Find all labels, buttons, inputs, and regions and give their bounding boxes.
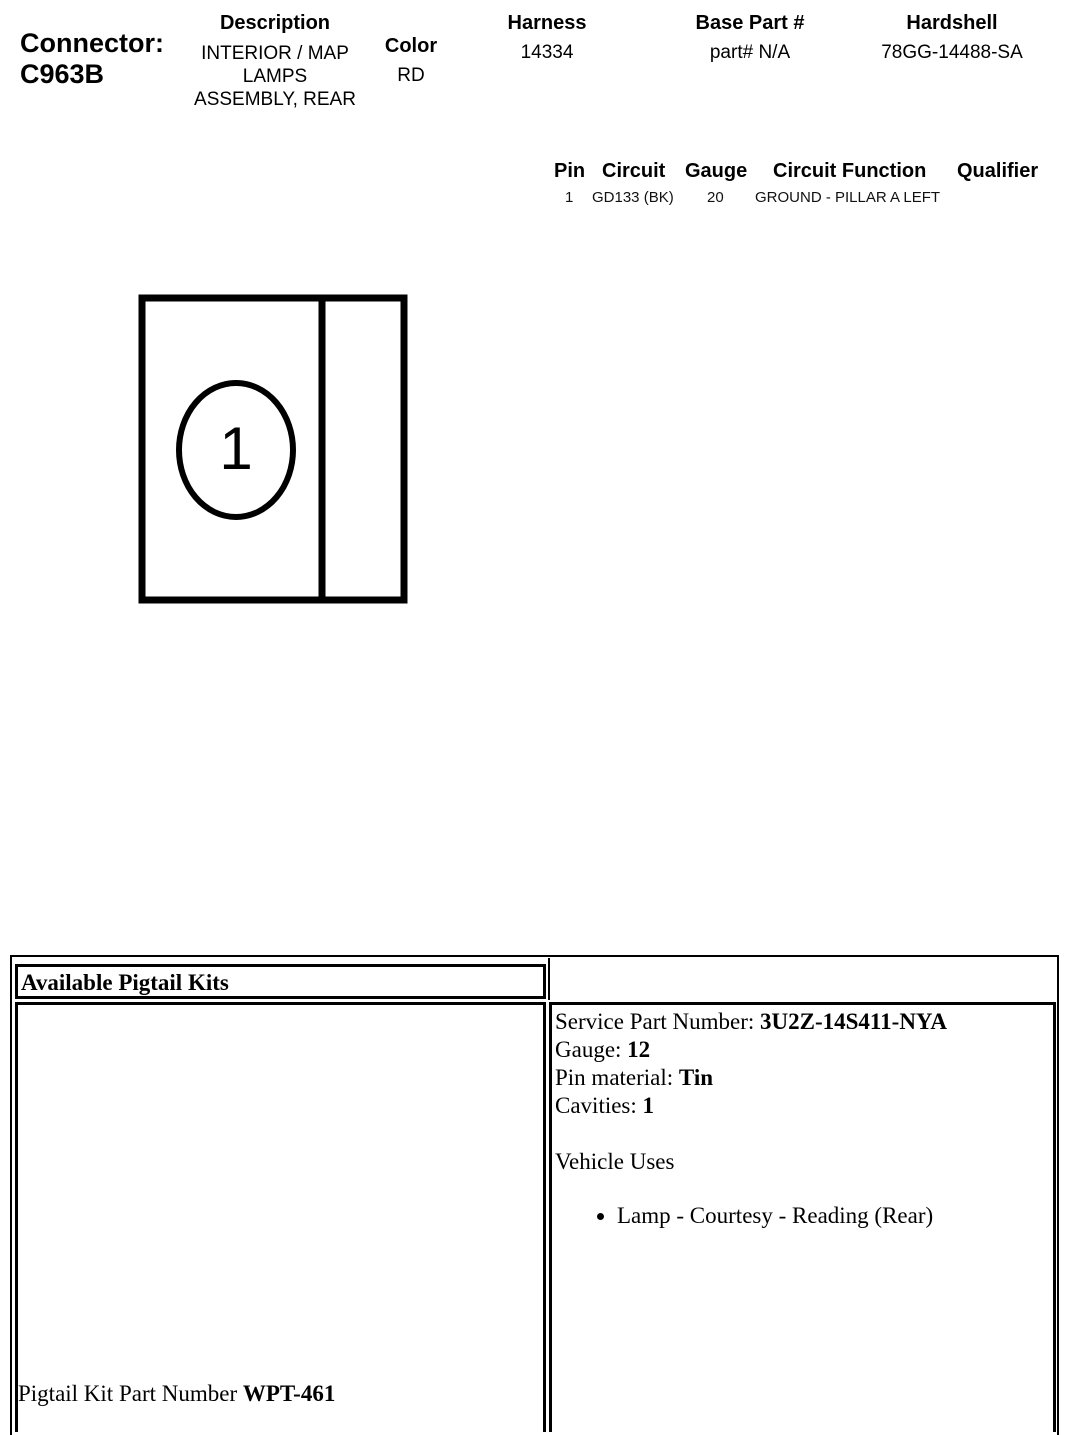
description-line: ASSEMBLY, REAR (194, 89, 356, 110)
pin-material-value: Tin (678, 1065, 714, 1090)
cavities-value: 1 (642, 1093, 655, 1118)
base-part-label: Base Part # (695, 12, 805, 34)
cavities-row (555, 1092, 1053, 1120)
harness-value: 14334 (520, 42, 574, 63)
pigtail-kit-part (18, 1381, 335, 1407)
base-part-value: part# N/A (709, 42, 791, 63)
pin-cell: 1 (565, 189, 574, 206)
color-column (370, 35, 452, 87)
connector-title (20, 28, 164, 90)
pin-material-row (555, 1064, 1053, 1092)
circuit-function-header: Circuit Function (773, 160, 927, 182)
cavities-label: Cavities: (555, 1093, 643, 1118)
list-item: • Lamp - Courtesy - Reading (Rear) (617, 1202, 1053, 1230)
description-line: LAMPS (242, 66, 308, 87)
gauge-value: 12 (627, 1037, 651, 1062)
connector-diagram (130, 288, 420, 613)
service-part-value: 3U2Z-14S411-NYA (760, 1009, 948, 1034)
description-line: INTERIOR / MAP (201, 43, 349, 64)
hardshell-column (862, 12, 1042, 64)
vehicle-uses-list (555, 1202, 1053, 1230)
gauge-label: Gauge: (555, 1037, 628, 1062)
vehicle-uses-label: Vehicle Uses (555, 1149, 675, 1174)
description-column (170, 12, 380, 111)
gauge-cell: 20 (707, 189, 724, 206)
qualifier-header: Qualifier (957, 160, 1039, 182)
circuit-cell: GD133 (BK) (592, 189, 674, 206)
circuit-header: Circuit (602, 160, 666, 182)
pigtail-image-panel (15, 1002, 546, 1432)
description-label: Description (219, 12, 331, 34)
service-part-row (555, 1008, 1053, 1036)
pigtail-header-spacer (548, 958, 1058, 1000)
kit-part-value: WPT-461 (242, 1381, 336, 1406)
connector-label: Connector: (20, 28, 164, 58)
gauge-row (555, 1036, 1053, 1064)
base-part-column (670, 12, 830, 64)
color-value: RD (397, 65, 425, 86)
pigtail-details-panel (549, 1002, 1056, 1432)
pin-header: Pin (554, 160, 586, 182)
gauge-header: Gauge (685, 160, 748, 182)
harness-column (487, 12, 607, 64)
harness-label: Harness (507, 12, 587, 34)
pigtail-kits-title: Available Pigtail Kits (15, 964, 546, 999)
connector-id: C963B (20, 59, 105, 89)
description-value (170, 42, 380, 111)
pin-material-label: Pin material: (555, 1065, 679, 1090)
color-label: Color (384, 35, 438, 57)
circuit-function-cell: GROUND - PILLAR A LEFT (755, 189, 941, 206)
hardshell-label: Hardshell (906, 12, 998, 34)
pin-cavity-number: 1 (219, 415, 253, 482)
service-part-label: Service Part Number: (555, 1009, 761, 1034)
hardshell-value: 78GG-14488-SA (881, 42, 1023, 63)
kit-part-label: Pigtail Kit Part Number (18, 1381, 243, 1406)
